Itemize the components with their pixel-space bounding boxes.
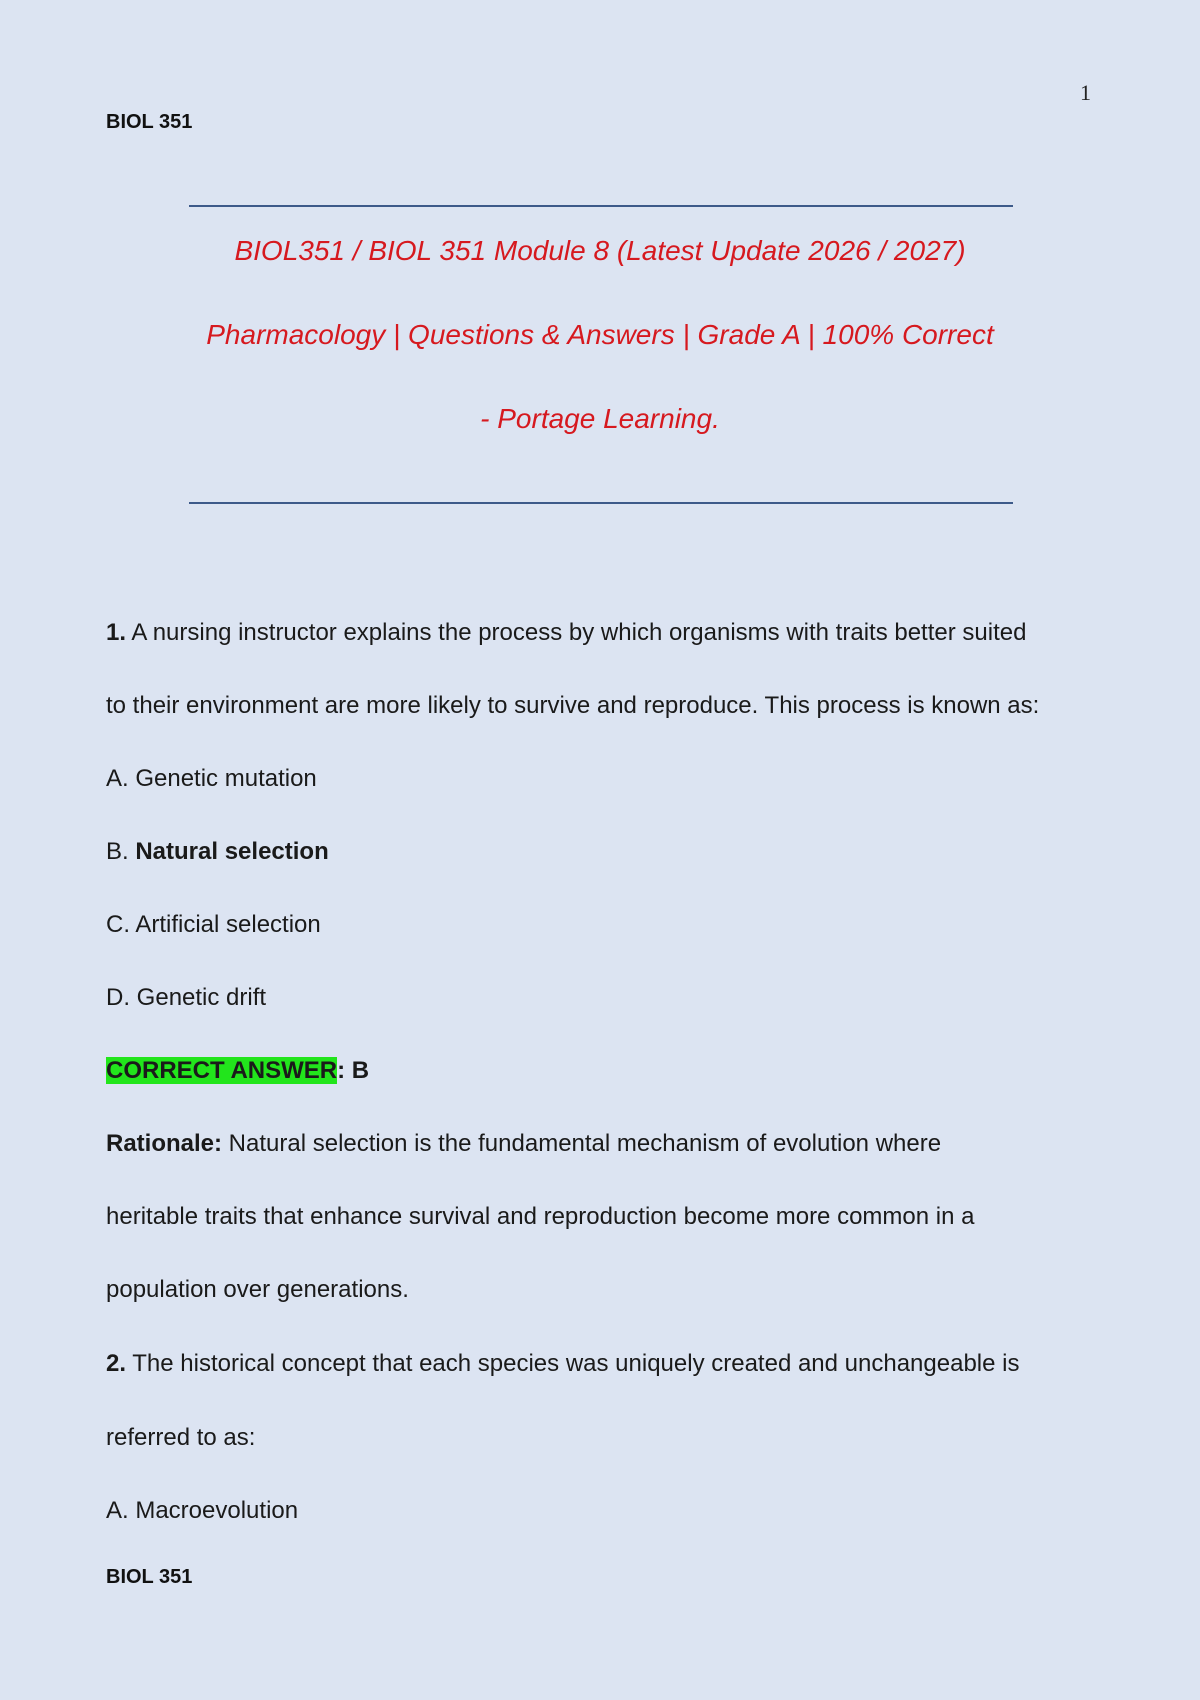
rationale-text: Natural selection is the fundamental mechanism of evolution where <box>222 1130 942 1157</box>
option-text: Genetic mutation <box>135 765 317 792</box>
question-1-rationale-line-2: heritable traits that enhance survival and reproduction become more common in a <box>106 1203 975 1230</box>
option-text: Macroevolution <box>135 1497 299 1524</box>
running-footer: BIOL 351 <box>106 1566 193 1588</box>
question-1-correct-answer <box>106 1057 369 1085</box>
option-text-correct: Natural selection <box>135 838 329 865</box>
correct-answer-label: CORRECT ANSWER <box>106 1057 338 1084</box>
option-letter: C. <box>106 911 136 938</box>
question-1-text: A nursing instructor explains the process by which organisms with traits better suited <box>126 619 1027 646</box>
rationale-label: Rationale: <box>106 1130 223 1157</box>
question-2-stem-line-1 <box>106 1350 1019 1378</box>
question-1-rationale-line-3: population over generations. <box>106 1276 409 1303</box>
page-number: 1 <box>1080 80 1091 105</box>
question-2-number: 2. <box>106 1350 127 1377</box>
document-title-line-3: - Portage Learning. <box>480 403 720 434</box>
question-1-stem-line-2: to their environment are more likely to survive and reproduce. This process is known as: <box>106 692 1040 719</box>
option-letter: B. <box>106 838 136 865</box>
title-rule-top <box>189 205 1013 207</box>
question-1-stem-line-1 <box>106 619 1026 647</box>
question-1-option-d <box>106 984 266 1012</box>
question-2-text: The historical concept that each species was uniquely created and unchangeable is <box>126 1350 1020 1377</box>
option-letter: A. <box>106 1497 136 1524</box>
document-title-line-2: Pharmacology | Questions & Answers | Grade A | 100% Correct <box>206 319 994 350</box>
option-letter: A. <box>106 765 136 792</box>
running-header: BIOL 351 <box>106 111 193 133</box>
document-title-line-1: BIOL351 / BIOL 351 Module 8 (Latest Update 2026 / 2027) <box>234 235 966 266</box>
question-1-option-c <box>106 911 321 939</box>
correct-answer-value: : B <box>337 1057 370 1084</box>
option-letter: D. <box>106 984 137 1011</box>
question-1-rationale-line-1 <box>106 1130 941 1158</box>
title-rule-bottom <box>189 502 1013 504</box>
question-1-option-a <box>106 765 317 793</box>
question-1-option-b <box>106 838 329 866</box>
option-text: Artificial selection <box>135 911 321 938</box>
option-text: Genetic drift <box>136 984 267 1011</box>
question-1-number: 1. <box>106 619 127 646</box>
question-2-stem-line-2: referred to as: <box>106 1424 256 1451</box>
question-2-option-a <box>106 1497 298 1525</box>
